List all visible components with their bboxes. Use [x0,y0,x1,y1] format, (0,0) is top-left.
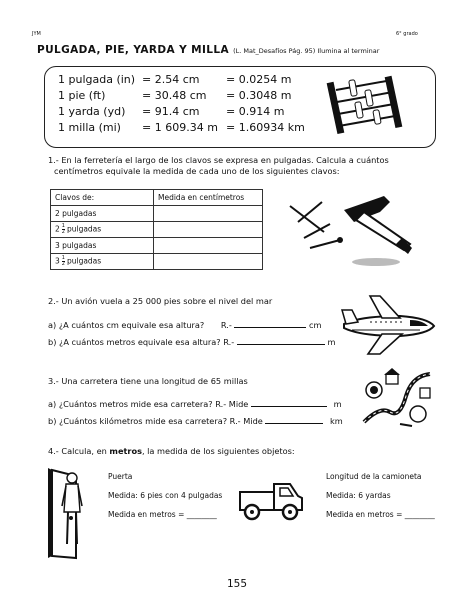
col-header-cm: Medida en centímetros [154,190,263,206]
q2-a-answer-blank[interactable] [234,327,306,328]
conv-unit: 1 pulgada (in) [58,73,136,86]
answer-cell[interactable] [154,238,263,254]
conv-m: = 0.0254 m [226,73,292,86]
q3-a-answer-blank[interactable] [251,406,327,407]
q2-b-answer-blank[interactable] [237,344,325,345]
q2-a-text: a) ¿A cuántos cm equivale esa altura? [48,320,205,330]
q3-a-text: a) ¿Cuántos metros mide esa carretera? R.- Mide [48,399,249,409]
q4-statement [48,446,295,457]
fraction [62,224,65,235]
q1-line: centímetros equivale la medida de cada uno de los siguientes clavos: [54,166,340,176]
q3-b-unit: km [330,416,343,426]
q4-bold-word: metros [109,446,142,456]
table-row [51,238,263,254]
header-initials: JYM [32,31,41,37]
nail-unit: pulgadas [62,241,97,250]
q3-b-text: b) ¿Cuántos kilómetros mide esa carretera? R.- Mide [48,416,263,426]
answer-cell[interactable] [154,254,263,270]
q2-b-text: b) ¿A cuántos metros equivale esa altura? [48,337,221,347]
nails-table-wrapper [50,189,263,270]
q3-b [48,416,343,427]
q4-pre: 4.- Calcula, en [48,446,110,456]
truck-measure: Medida: 6 yardas [326,491,391,500]
truck-meters: Medida en metros = ________ [326,510,435,519]
fraction-denominator: 2 [61,229,65,235]
conv-cm: = 1 609.34 m [142,121,218,134]
nail-whole: 3 [55,241,60,250]
table-row [51,206,263,222]
truck-info [326,472,435,520]
door-meters: Medida en metros = ________ [108,510,217,519]
q2-a-unit: cm [309,320,322,330]
hammer-nails-illustration [284,192,414,270]
conv-m: = 0.914 m [226,105,285,118]
table-header-row [51,190,263,206]
conv-unit: 1 milla (mi) [58,121,121,134]
truck-illustration [236,476,306,524]
answer-cell[interactable] [154,222,263,238]
q4-post: , la medida de los siguientes objetos: [141,446,295,456]
nail-whole: 2 [55,209,60,218]
nail-unit: pulgadas [66,256,102,266]
q3-a [48,399,342,410]
q3-a-unit: m [333,399,342,409]
table-row [51,254,263,270]
conv-m: = 1.60934 km [226,121,305,134]
nail-whole: 3 [55,256,60,266]
conv-cm: = 2.54 cm [142,73,200,86]
answer-cell[interactable] [154,206,263,222]
nail-whole: 2 [55,224,60,234]
door-info [108,472,222,520]
nail-size [51,254,154,270]
nails-table [50,189,263,270]
nail-unit: pulgadas [62,209,97,218]
q3-b-answer-blank[interactable] [265,423,323,424]
nail-size [51,238,154,254]
q2-a-r: R.- [220,320,232,330]
fraction-numerator: 1 [61,223,65,229]
conv-unit: 1 pie (ft) [58,89,106,102]
q3-statement: 3.- Una carretera tiene una longitud de 65 millas [48,376,248,386]
conv-cm: = 30.48 cm [142,89,207,102]
conv-cm: = 91.4 cm [142,105,200,118]
abacus-illustration [328,72,402,138]
q1-statement [48,155,389,177]
fraction-denominator: 2 [61,261,65,267]
q2-a [48,320,322,331]
door-measure: Medida: 6 pies con 4 pulgadas [108,491,223,500]
fraction-numerator: 1 [61,255,65,261]
road-map-illustration [360,366,434,430]
person-illustration [58,470,86,550]
nail-size [51,222,154,238]
title-reference: (L. Mat_Desafíos Pág. 95) Ilumina al terminar [233,47,380,55]
page-number: 155 [226,578,248,590]
page-title [37,44,379,56]
airplane-illustration [340,294,440,358]
door-label: Puerta [108,472,133,481]
table-row [51,222,263,238]
conv-m: = 0.3048 m [226,89,292,102]
q2-b-unit: m [327,337,336,347]
q2-b-r: R.- [223,337,235,347]
title-main: PULGADA, PIE, YARDA Y MILLA [37,44,229,56]
q2-statement: 2.- Un avión vuela a 25 000 pies sobre el nivel del mar [48,296,273,306]
header-grade: 6° grado [396,31,418,37]
fraction [62,256,65,267]
q2-b [48,337,335,348]
nail-unit: pulgadas [66,224,102,234]
truck-label: Longitud de la camioneta [326,472,422,481]
conv-unit: 1 yarda (yd) [58,105,126,118]
nail-size [51,206,154,222]
q1-line: 1.- En la ferretería el largo de los clavos se expresa en pulgadas. Calcula a cuántos [48,155,389,165]
col-header-nails: Clavos de: [51,190,154,206]
